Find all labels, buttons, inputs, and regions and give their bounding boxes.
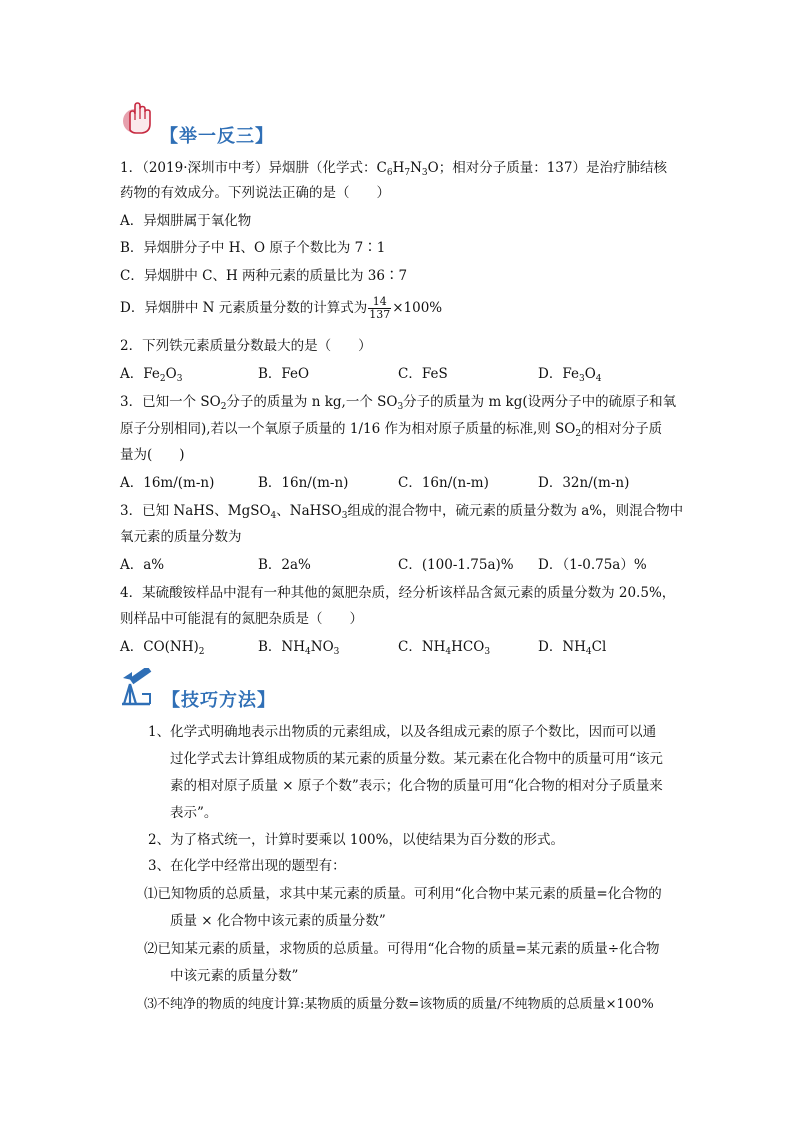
hand-icon	[120, 100, 156, 136]
q2-option-d: D．$Fe_3O_4$	[538, 366, 602, 384]
q1-option-c: C．异烟肼中 C、H 两种元素的质量比为 36∶7	[120, 268, 408, 284]
tip-1-line2: 过化学式去计算组成物质的某元素的质量分数。某元素在化合物中的质量可用“该元	[170, 751, 663, 767]
tip-1-line3: 素的相对原子质量 × 原子个数”表示；化合物的质量可用“化合物的相对分子质量来	[170, 778, 663, 794]
question-3a-stem-line2: 原子分别相同),若以一个氧原子质量的 1/16 作为相对原子质量的标准,则 $SO_2$的相对分子质	[120, 421, 663, 439]
q4-option-b: B．$NH_4NO_3$	[258, 639, 340, 657]
question-1-stem: 1．（2019·深圳市中考）异烟肼（化学式：$C_6H_7N_3O$；相对分子质量：137）是治疗肺结核	[120, 160, 667, 178]
q3a-option-a: A．16m/(m-n)	[120, 475, 215, 491]
tip-3: 3、在化学中经常出现的题型有：	[148, 858, 346, 874]
question-2-stem: 2．下列铁元素质量分数最大的是（ ）	[120, 338, 372, 354]
question-4-stem-line2: 则样品中可能混有的氮肥杂质是（ ）	[120, 611, 363, 627]
q3a-option-d: D．32n/(m-n)	[538, 475, 630, 491]
q2-option-a: A．$Fe_2O_3$	[120, 366, 183, 384]
section-title-practice: 【举一反三】	[160, 126, 274, 147]
question-1-stem-line2: 药物的有效成分。下列说法正确的是（ ）	[120, 185, 390, 201]
q3b-option-b: B．2a%	[258, 557, 311, 573]
question-3b-stem: 3．已知 NaHS、MgSO$_4$、NaHSO$_3$组成的混合物中，硫元素的质量分数为 a%，则混合物中	[120, 503, 684, 521]
q3a-option-b: B．16n/(m-n)	[258, 475, 349, 491]
q3b-option-c: C．(100-1.75a)%	[398, 557, 514, 573]
question-3a-stem: 3．已知一个 $SO_2$分子的质量为 n kg,一个 $SO_3$分子的质量为 m kg(设两分子中的硫原子和氧	[120, 394, 677, 412]
question-4-stem: 4．某硫酸铵样品中混有一种其他的氮肥杂质，经分析该样品含氮元素的质量分数为 20.5%，	[120, 585, 676, 601]
tip-1-line1: 1、化学式明确地表示出物质的元素组成，以及各组成元素的原子个数比，因而可以通	[148, 724, 657, 740]
tip-3-item-2-line1: ⑵已知某元素的质量，求物质的总质量。可得用“化合物的质量=某元素的质量÷化合物	[144, 941, 660, 957]
tip-3-item-3: ⑶不纯净的物质的纯度计算:某物质的质量分数=该物质的质量/不纯物质的总质量×100%	[144, 997, 654, 1012]
fraction: $\frac{14}{137}$	[369, 295, 391, 321]
q3b-option-d: D．（1-0.75a）%	[538, 557, 647, 573]
section-title-tips: 【技巧方法】	[162, 690, 276, 711]
tip-3-item-2-line2: 中该元素的质量分数”	[170, 968, 299, 984]
tip-1-line4: 表示”。	[170, 805, 218, 821]
q4-option-d: D．$NH_4Cl$	[538, 639, 607, 657]
tip-3-item-1-line1: ⑴已知物质的总质量，求其中某元素的质量。可利用“化合物中某元素的质量=化合物的	[144, 886, 662, 902]
q3a-option-c: C．16n/(n-m)	[398, 475, 489, 491]
telescope-icon	[120, 668, 158, 708]
tip-2: 2、为了格式统一，计算时要乘以 100%，以使结果为百分数的形式。	[148, 832, 564, 848]
q1-option-b: B．异烟肼分子中 H、O 原子个数比为 7∶1	[120, 240, 386, 256]
question-3a-stem-line3: 量为( )	[120, 447, 185, 463]
q4-option-c: C．$NH_4HCO_3$	[398, 639, 491, 657]
q2-option-c: C．FeS	[398, 366, 448, 382]
q2-option-b: B．FeO	[258, 366, 310, 382]
tip-3-item-1-line2: 质量 × 化合物中该元素的质量分数”	[170, 913, 386, 929]
q1-option-d: D．异烟肼中 N 元素质量分数的计算式为 $\frac{14}{137}$ ×100%	[120, 295, 443, 321]
question-3b-stem-line2: 氧元素的质量分数为	[120, 529, 242, 545]
q4-option-a: A．$CO(NH)_2$	[120, 639, 205, 657]
q3b-option-a: A．a%	[120, 557, 165, 573]
q1-option-a: A．异烟肼属于氧化物	[120, 213, 252, 229]
